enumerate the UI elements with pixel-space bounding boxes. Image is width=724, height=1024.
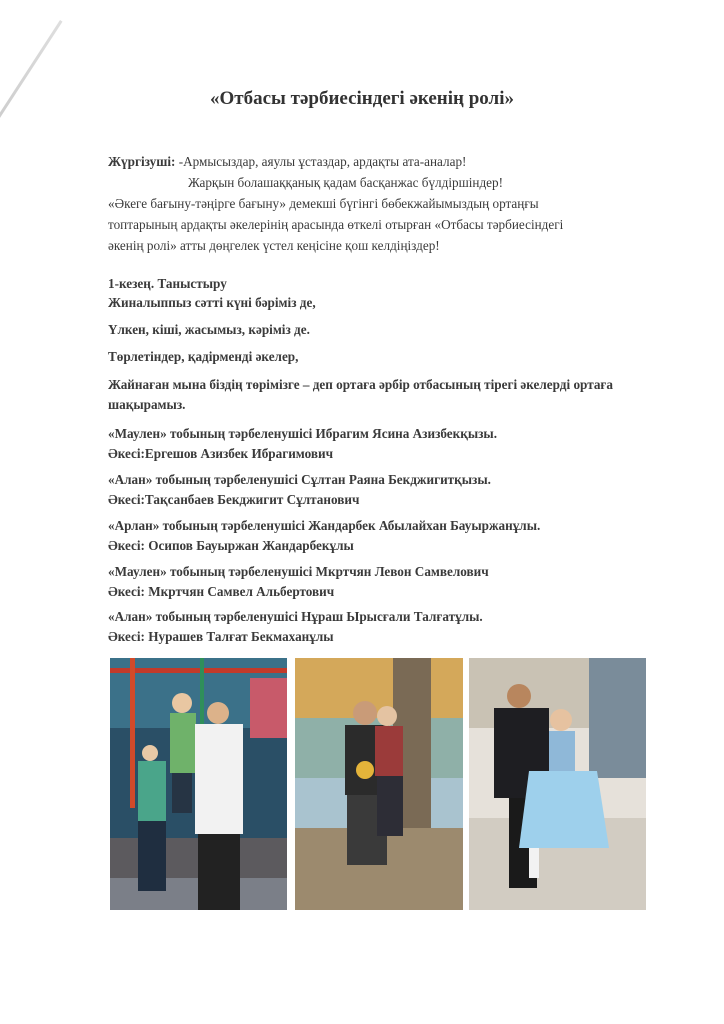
stage-heading: 1-кезең. Таныстыру	[108, 276, 227, 291]
photo-father-child-playground	[110, 658, 287, 910]
participant-father-2: Әкесі:Тақсанбаев Бекджигит Сұлтанович	[108, 492, 360, 507]
poem-line-3: Төрлетіндер, қадірменді әкелер,	[108, 349, 299, 364]
photo-strip	[110, 658, 646, 910]
participant-father-1: Әкесі:Ергешов Азизбек Ибрагимович	[108, 446, 334, 461]
poem-line-1: Жиналыппыз сәтті күні бәріміз де,	[108, 295, 316, 310]
document-title: «Отбасы тәрбиесіндегі әкенің ролі»	[210, 88, 514, 109]
intro-line-3: «Әкеге бағыну-тәңірге бағыну» демекші бүгінгі бөбекжайымыздың ортаңғы	[108, 196, 539, 211]
participant-pupil-4: «Маулен» тобының тәрбеленушісі Мкртчян Левон Самвелович	[108, 564, 489, 579]
intro-line-5: әкенің ролі» атты дөңгелек үстел кеңісіне қош келдіңіздер!	[108, 238, 440, 253]
poem-line-2: Үлкен, кіші, жасымыз, кәріміз де.	[108, 322, 310, 337]
participant-father-5: Әкесі: Нурашев Талғат Бекмаханұлы	[108, 629, 334, 644]
participant-pupil-3: «Арлан» тобының тәрбеленушісі Жандарбек Абылайхан Бауыржанұлы.	[108, 518, 541, 533]
participant-pupil-1: «Маулен» тобының тәрбеленушісі Ибрагим Ясина Азизбекқызы.	[108, 426, 498, 441]
participant-pupil-2: «Алан» тобының тәрбеленушісі Сұлтан Раяна Бекджигитқызы.	[108, 472, 491, 487]
speaker-label: Жүргізуші:	[108, 154, 176, 169]
photo-father-child-park	[295, 658, 463, 910]
intro-line-2: Жарқын болашаққанық қадам басқанжас бүлдіршіндер!	[188, 175, 504, 190]
participant-pupil-5: «Алан» тобының тәрбеленушісі Нұраш Ырысғали Талғатұлы.	[108, 609, 483, 624]
intro-paragraph	[108, 151, 648, 256]
intro-line-1	[108, 151, 648, 172]
participant-father-3: Әкесі: Осипов Бауыржан Жандарбекұлы	[108, 538, 354, 553]
photo-father-daughter	[469, 658, 646, 910]
invite-text: Жайнаған мына біздің төрімізге – деп ортаға әрбір отбасының тірегі әкелерді ортаға шақырамыз.	[108, 377, 614, 412]
greeting-text: -Армысыздар, аяулы ұстаздар, ардақты ата-аналар!	[175, 154, 467, 169]
intro-line-4: топтарының ардақты әкелерінің арасында өткелі отырған «Отбасы тәрбиесіндегі	[108, 217, 564, 232]
paper-crease	[0, 20, 63, 147]
participant-father-4: Әкесі: Мкртчян Самвел Альбертович	[108, 584, 335, 599]
